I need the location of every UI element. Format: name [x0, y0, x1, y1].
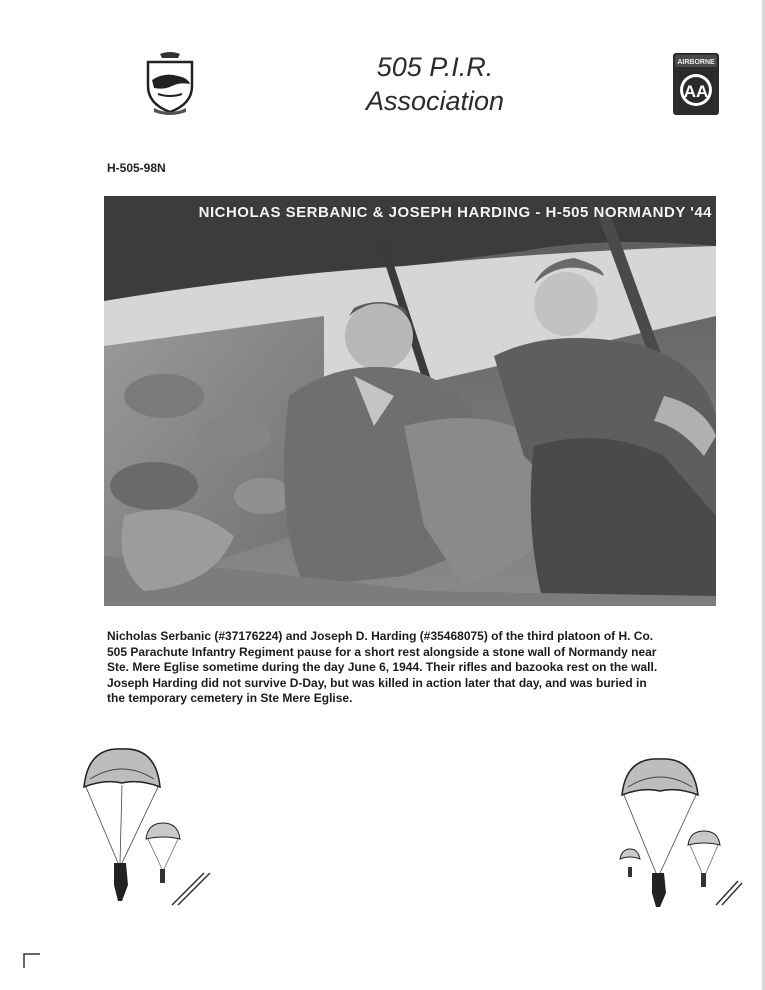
soldiers-photograph	[104, 196, 716, 606]
airborne-patch-logo	[672, 52, 720, 116]
association-title	[330, 50, 540, 118]
regiment-crest-logo	[142, 50, 198, 116]
title-line-2: Association	[365, 86, 505, 116]
photo-description: Nicholas Serbanic (#37176224) and Joseph D. Harding (#35468075) of the third platoon of H. Co. 505 Parachute Infantry Regiment pause for a short rest alongside a stone wall of Normandy near Ste. Mere Eglise sometime during the day June 6, 1944. Their rifles and bazooka rest on the wall. Joseph Harding did not survive D-Day, but was killed in action later that day, and was buried in the temporary cemetery in Ste Mere Eglise.	[107, 629, 658, 705]
title-line-1: 505 P.I.R.	[376, 52, 494, 82]
parachutists-illustration-left	[80, 745, 215, 910]
parachutists-illustration-right	[612, 755, 747, 915]
document-id: H-505-98N	[107, 161, 166, 175]
patch-aa-letters: AA	[683, 82, 709, 101]
corner-mark	[22, 950, 42, 970]
photo-overlay-caption: NICHOLAS SERBANIC & JOSEPH HARDING - H-505 NORMANDY '44	[198, 204, 712, 221]
patch-airborne-text: AIRBORNE	[677, 59, 715, 66]
